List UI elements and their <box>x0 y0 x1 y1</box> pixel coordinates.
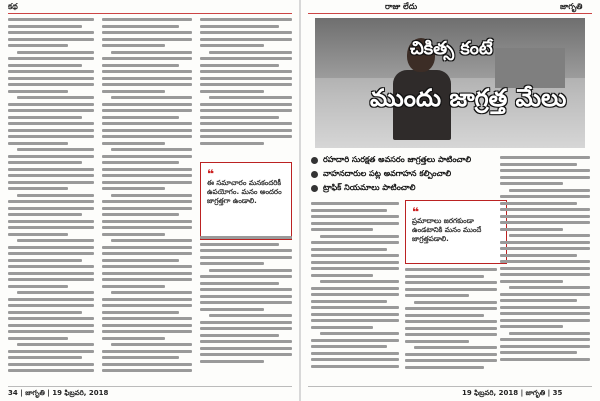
left-pull-quote-text: ఈ సమాచారం మనకందరికీ ఉపయోగం. మనం అందరం జాగ్రత్తగా ఉండాలి. <box>207 179 282 205</box>
bullet-dot-icon <box>311 171 318 178</box>
list-item: ట్రాఫిక్ నియమాలు పాటించాలి <box>311 181 591 195</box>
left-page-column-1 <box>8 18 94 380</box>
bullet-dot-icon <box>311 185 318 192</box>
right-page-brand: జాగృతి <box>560 2 583 11</box>
left-footer-date: 19 ఫిబ్రవరి, 2018 <box>52 389 109 397</box>
feature-title-line-1: చికిత్స కంటే <box>410 38 493 59</box>
right-page-column-3 <box>500 156 590 382</box>
right-page-number: 35 <box>552 389 563 397</box>
list-item: రహదారి సురక్షత అవసరం జాగ్రత్తలు పాటించాలి <box>311 153 591 167</box>
left-page-header-title: కథ <box>8 2 18 11</box>
right-footer-rule <box>308 386 592 387</box>
page-gutter <box>299 0 301 401</box>
right-page-column-2 <box>405 268 497 382</box>
left-page-column-2 <box>102 18 192 380</box>
right-page-column-1 <box>311 202 399 382</box>
right-pull-quote-text: ప్రమాదాలు జరగకుండా ఉండటానికి మనం ముందే జాగ్రత్తపడాలి. <box>412 217 482 243</box>
right-footer: 19 ఫిబ్రవరి, 2018 | జాగృతి | 35 <box>462 389 563 397</box>
right-footer-date: 19 ఫిబ్రవరి, 2018 <box>462 389 519 397</box>
left-page-number: 34 <box>8 389 18 397</box>
left-footer: 34 | జాగృతి | 19 ఫిబ్రవరి, 2018 <box>8 389 109 397</box>
quote-mark-icon: ❝ <box>207 167 215 181</box>
right-page-section-label: రాజు లేదు <box>385 2 418 11</box>
right-pull-quote <box>405 200 507 264</box>
left-page-column-3-top <box>200 18 292 158</box>
feature-title-line-2: ముందు జాగ్రత్త మేలు <box>370 84 567 112</box>
right-header-rule <box>308 13 592 14</box>
left-footer-magazine: జాగృతి <box>25 389 45 397</box>
left-pull-quote <box>200 162 292 240</box>
left-header-rule <box>8 13 292 14</box>
bullet-dot-icon <box>311 157 318 164</box>
right-footer-magazine: జాగృతి <box>525 389 546 397</box>
left-page-column-3-bottom <box>200 236 292 382</box>
left-footer-rule <box>8 386 292 387</box>
list-item: వాహనదారుల పట్ల అవగాహన కల్పించాలి <box>311 167 591 181</box>
quote-mark-icon: ❝ <box>412 205 420 219</box>
